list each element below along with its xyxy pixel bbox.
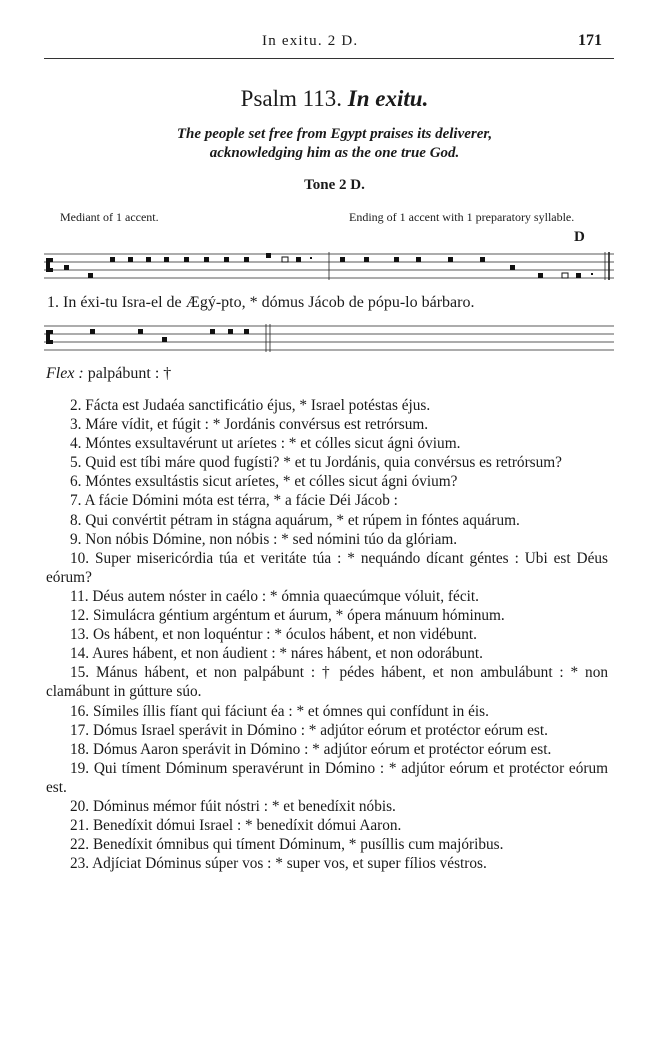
ending-letter: D (574, 229, 585, 245)
running-head: In exitu. 2 D. (262, 33, 359, 49)
verse-14: 14. Aures hábent, et non áudient : * náres hábent, et non odorábunt. (70, 645, 483, 663)
verse-4: 4. Móntes exsultavérunt ut aríetes : * et cólles sicut ágni óvium. (70, 435, 461, 453)
verse-21: 21. Benedíxit dómui Israel : * benedíxit dómui Aaron. (70, 817, 402, 835)
header-rule (44, 58, 614, 59)
verse-12: 12. Simulácra géntium argéntum et áurum, * ópera mánuum hóminum. (70, 607, 505, 625)
verse-6: 6. Móntes exsultástis sicut aríetes, * et cólles sicut ágni óvium? (70, 473, 458, 491)
verse-15: 15. Mánus hábent, et non palpábunt : † pédes hábent, et non ambulábunt : * non clamábunt in gútture súo. (46, 664, 608, 701)
ending-note: Ending of 1 accent with 1 preparatory syllable. (349, 210, 575, 224)
verse-3: 3. Máre vídit, et fúgit : * Jordánis convérsus est retrórsum. (70, 416, 429, 434)
verse-7: 7. A fácie Dómini móta est térra, * a fácie Déi Jácob : (70, 492, 398, 510)
verse-9: 9. Non nóbis Dómine, non nóbis : * sed nómini túo da glóriam. (70, 530, 458, 548)
chant-staff-1 (44, 248, 614, 290)
chant-staff-2 (44, 320, 614, 362)
flex-text: palpábunt : † (83, 365, 172, 382)
verse-5: 5. Quid est tíbi máre quod fugísti? * et tu Jordánis, quia convérsus es retrórsum? (70, 454, 562, 472)
verse-11: 11. Déus autem nóster in caélo : * ómnia quaecúmque vóluit, fécit. (70, 587, 479, 605)
psalm-title-prefix: Psalm 113. (240, 86, 343, 111)
verse-16: 16. Símiles íllis fíant qui fáciunt éa : * et ómnes qui confídunt in éis. (70, 702, 489, 720)
mediant-note: Mediant of 1 accent. (60, 210, 159, 224)
tone-label: Tone 2 D. (304, 177, 365, 193)
verse-23: 23. Adjíciat Dóminus súper vos : * super vos, et super fílios véstros. (70, 855, 487, 873)
verse-19: 19. Qui tíment Dóminum speravérunt in Dómino : * adjútor eórum et protéctor eórum est. (46, 759, 608, 796)
chant-text: 1. In éxi-tu Isra-el de Ægý-pto, * dómus Jácob de pópu-lo bárbaro. (47, 294, 475, 311)
verse-18: 18. Dómus Aaron sperávit in Dómino : * adjútor eórum et protéctor eórum est. (70, 740, 552, 758)
verse-22: 22. Benedíxit ómnibus qui tíment Dóminum, * pusíllis cum majóribus. (70, 836, 504, 854)
verse-20: 20. Dóminus mémor fúit nóstri : * et benedíxit nóbis. (70, 797, 396, 815)
verse-17: 17. Dómus Israel sperávit in Dómino : * adjútor eórum et protéctor eórum est. (70, 721, 548, 739)
psalm-subtitle-1: The people set free from Egypt praises its deliverer, (176, 126, 493, 142)
psalm-title (0, 86, 669, 112)
flex-line (46, 365, 171, 383)
psalm-title-italic: In exitu. (347, 86, 429, 111)
page-number: 171 (578, 32, 602, 49)
verse-list (46, 396, 608, 873)
verse-10: 10. Super misericórdia túa et veritáte túa : * nequándo dícant géntes : Ubi est Déus eórum? (46, 549, 608, 586)
flex-label: Flex : (46, 365, 84, 382)
verse-13: 13. Os hábent, et non loquéntur : * óculos hábent, et non vidébunt. (70, 626, 477, 644)
verse-8: 8. Qui convértit pétram in stágna aquárum, * et rúpem in fóntes aquárum. (70, 511, 520, 529)
verse-2: 2. Fácta est Judaéa sanctificátio éjus, * Israel potéstas éjus. (70, 397, 431, 414)
psalm-subtitle-2: acknowledging him as the one true God. (209, 145, 460, 161)
